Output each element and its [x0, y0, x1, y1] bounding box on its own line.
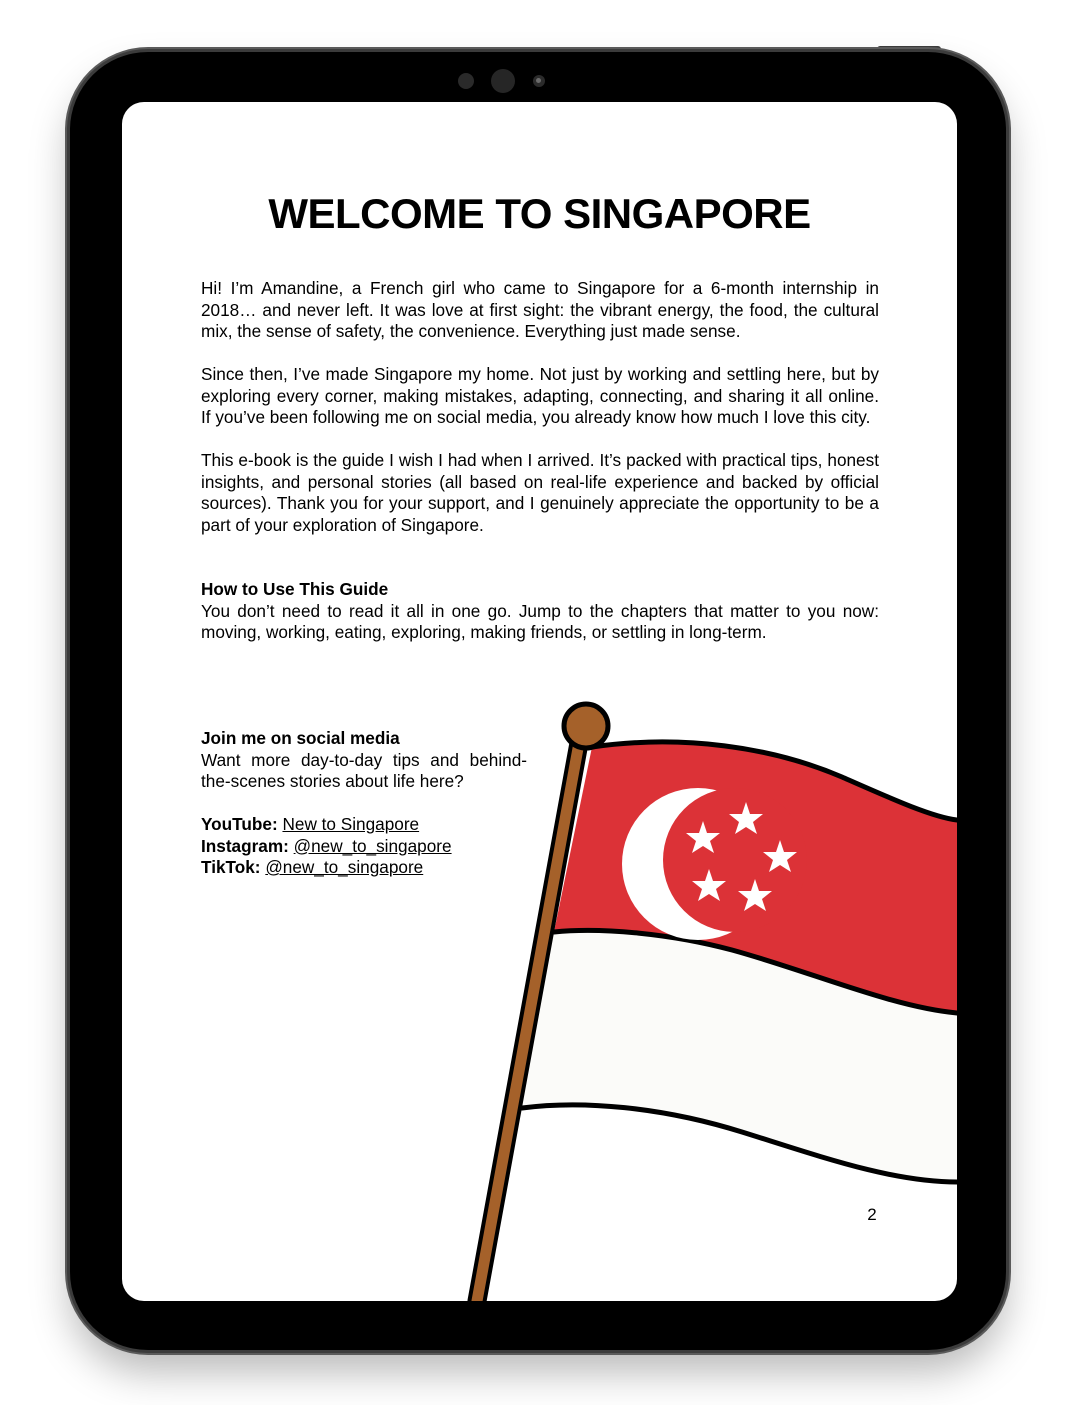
guide-text: You don’t need to read it all in one go. Jump to the chapters that matter to you now: moving, working, eating, exploring, making friends, or settling in long-term.	[201, 600, 879, 642]
intro-text	[201, 278, 879, 665]
instagram-row	[201, 836, 527, 858]
youtube-row	[201, 814, 527, 836]
intro-paragraph-3: This e-book is the guide I wish I had when I arrived. It’s packed with practical tips, honest insights, and personal stories (all based on real-life experience and backed by official sources). Thank you for your support, and I genuinely appreciate the opportunity to be a part of your exploration of Singapore.	[201, 450, 879, 535]
guide-section	[201, 579, 879, 644]
guide-heading: How to Use This Guide	[201, 579, 389, 599]
youtube-label: YouTube:	[201, 814, 278, 834]
social-intro: Want more day-to-day tips and behind-the-scenes stories about life here?	[201, 749, 527, 791]
camera-icon	[491, 69, 515, 93]
tiktok-label: TikTok:	[201, 857, 261, 877]
page-number: 2	[867, 1205, 877, 1224]
youtube-link[interactable]: New to Singapore	[282, 814, 420, 834]
tiktok-row	[201, 857, 527, 879]
page-title: WELCOME TO SINGAPORE	[268, 190, 811, 237]
camera-lens-icon	[533, 75, 545, 87]
instagram-label: Instagram:	[201, 835, 289, 856]
social-section	[201, 728, 527, 879]
ebook-page[interactable]	[122, 102, 957, 1301]
intro-paragraph-1: Hi! I’m Amandine, a French girl who came to Singapore for a 6-month internship in 2018… and never left. It was love at first sight: the vibrant energy, the food, the cultural mix, the sense of safety, the convenience. Everything just made sense.	[201, 278, 879, 341]
instagram-link[interactable]: @new_to_singapore	[293, 835, 452, 856]
tiktok-link[interactable]: @new_to_singapore	[265, 857, 424, 877]
sensor-icon	[458, 73, 474, 89]
social-heading: Join me on social media	[201, 728, 400, 748]
intro-paragraph-2: Since then, I’ve made Singapore my home. Not just by working and settling here, but by exploring every corner, making mistakes, adapting, connecting, and sharing it all online. If you’ve been following me on social media, you already know how much I love this city.	[201, 364, 879, 427]
